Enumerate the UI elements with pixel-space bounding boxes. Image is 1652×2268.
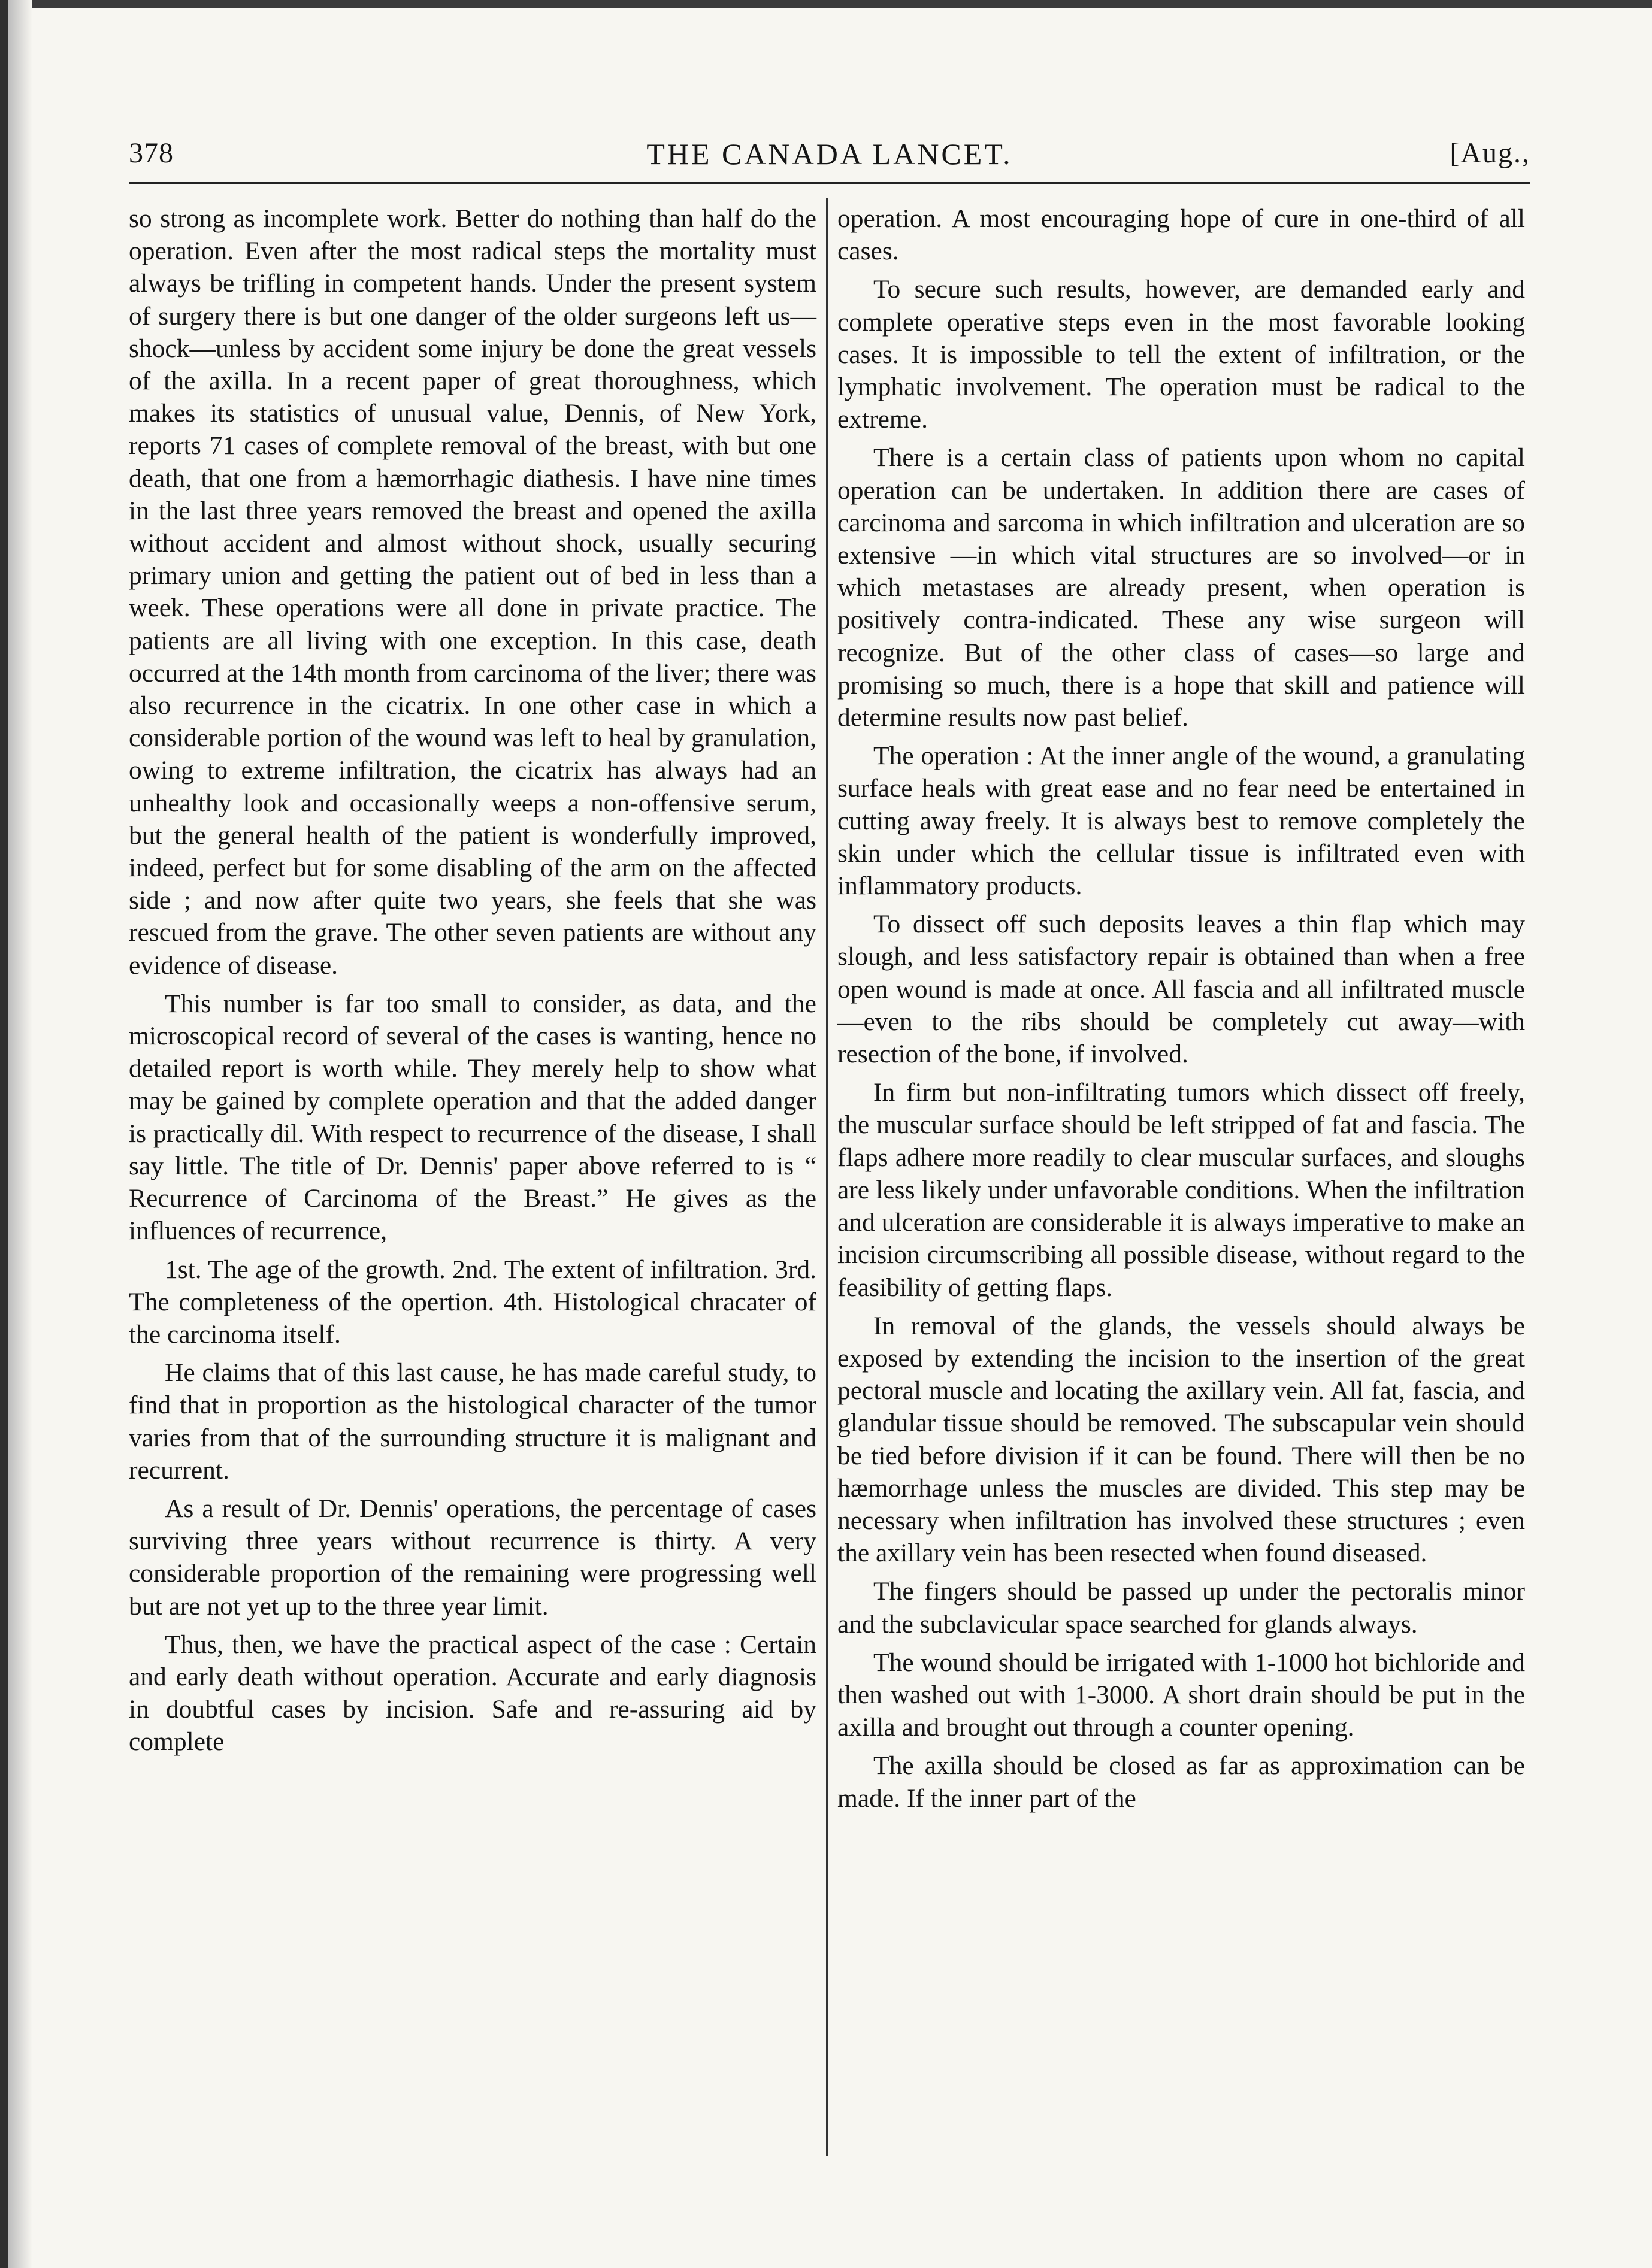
right-column [837, 202, 1525, 1815]
column-divider [826, 198, 828, 2156]
header-rule [129, 182, 1530, 184]
paragraph: The operation : At the inner angle of the wound, a granulating surface heals with great ease and no fear need be entertained in cutting away freely. It is always best to remove completely the skin under which the cellular tissue is infiltrated even with inflammatory products. [837, 741, 1525, 901]
paragraph: The fingers should be passed up under the pectoralis minor and the subclavicular space searched for glands always. [837, 1577, 1525, 1639]
journal-title: THE CANADA LANCET. [646, 137, 1013, 171]
paragraph: 1st. The age of the growth. 2nd. The extent of infiltration. 3rd. The completeness of the opertion. 4th. Histological chracater of the carcinoma itself. [129, 1255, 816, 1349]
paragraph: operation. A most encouraging hope of cure in one-third of all cases. [837, 204, 1525, 266]
paragraph: As a result of Dr. Dennis' operations, the percentage of cases surviving three years without recurrence is thirty. A very considerable proportion of the remaining were progressing well but are not yet up to the three year limit. [129, 1494, 816, 1621]
paragraph: To dissect off such deposits leaves a thin flap which may slough, and less satisfactory repair is obtained than when a free open wound is made at once. All fascia and all infiltrated muscle—even to the ribs should be completely cut away—with resection of the bone, if involved. [837, 910, 1525, 1069]
paragraph: Thus, then, we have the practical aspect of the case : Certain and early death without operation. Accurate and early diagnosis in doubtful cases by incision. Safe and re-assuring aid by complete [129, 1630, 816, 1757]
paragraph: In firm but non-infiltrating tumors which dissect off freely, the muscular surface should be left stripped of fat and fascia. The flaps adhere more readily to clear muscular surfaces, and sloughs are less likely under unfavorable conditions. When the infiltration and ulceration are considerable it is always imperative to make an incision circumscribing all possible disease, without regard to the feasibility of getting flaps. [837, 1078, 1525, 1302]
paragraph: To secure such results, however, are demanded early and complete operative steps even in the most favorable looking cases. It is impossible to tell the extent of infiltration, or the lymphatic involvement. The operation must be radical to the extreme. [837, 275, 1525, 434]
left-column [129, 202, 816, 1758]
issue-month: [Aug., [1450, 137, 1530, 169]
paragraph: The axilla should be closed as far as approximation can be made. If the inner part of the [837, 1751, 1525, 1813]
scan-edge-shadow [8, 0, 32, 2268]
paragraph: He claims that of this last cause, he has made careful study, to find that in proportion as the histological character of the tumor varies from that of the surrounding structure it is malignant and recurrent. [129, 1358, 816, 1485]
paragraph: In removal of the glands, the vessels should always be exposed by extending the incision to the insertion of the great pectoral muscle and locating the axillary vein. All fat, fascia, and glandular tissue should be removed. The subscapular vein should be tied before division if it can be found. There will then be no hæmorrhage unless the muscles are divided. This step may be necessary when infiltration has involved these structures ; even the axillary vein has been resected when found diseased. [837, 1311, 1525, 1568]
paragraph: The wound should be irrigated with 1-1000 hot bichloride and then washed out with 1-3000. A short drain should be put in the axilla and brought out through a counter opening. [837, 1648, 1525, 1742]
scan-border-top [0, 0, 1652, 8]
scan-border-left [0, 0, 8, 2268]
paragraph: There is a certain class of patients upon whom no capital operation can be undertaken. In addition there are cases of carcinoma and sarcoma in which infiltration and ulceration are so extensive —in which vital structures are so involved—or in which metastases are already present, when operation is positively contra-indicated. These any wise surgeon will recognize. But of the other class of cases—so large and promising so much, there is a hope that skill and patience will determine results now past belief. [837, 443, 1525, 732]
page-header [129, 137, 1530, 176]
paragraph: so strong as incomplete work. Better do nothing than half do the operation. Even after the most radical steps the mortality must always be trifling in competent hands. Under the present system of surgery there is but one danger of the older surgeons left us—shock—unless by accident some injury be done the great vessels of the axilla. In a recent paper of great thoroughness, which makes its statistics of unusual value, Dennis, of New York, reports 71 cases of complete removal of the breast, with but one death, that one from a hæmorrhagic diathesis. I have nine times in the last three years removed the breast and opened the axilla without accident and almost without shock, usually securing primary union and getting the patient out of bed in less than a week. These operations were all done in private practice. The patients are all living with one exception. In this case, death occurred at the 14th month from carcinoma of the liver; there was also recurrence in the cicatrix. In one other case in which a considerable portion of the wound was left to heal by granulation, owing to extreme infiltration, the cicatrix has always had an unhealthy look and occasionally weeps a non-offensive serum, but the general health of the patient is wonderfully improved, indeed, perfect but for some disabling of the arm on the affected side ; and now after quite two years, she feels that she was rescued from the grave. The other seven patients are without any evidence of disease. [129, 204, 816, 980]
paragraph: This number is far too small to consider, as data, and the microscopical record of several of the cases is wanting, hence no detailed report is worth while. They merely help to show what may be gained by complete operation and that the added danger is practically dil. With respect to recurrence of the disease, I shall say little. The title of Dr. Dennis' paper above referred to is “ Recurrence of Carcinoma of the Breast.” He gives as the influences of recurrence, [129, 989, 816, 1246]
page-number: 378 [129, 137, 174, 169]
